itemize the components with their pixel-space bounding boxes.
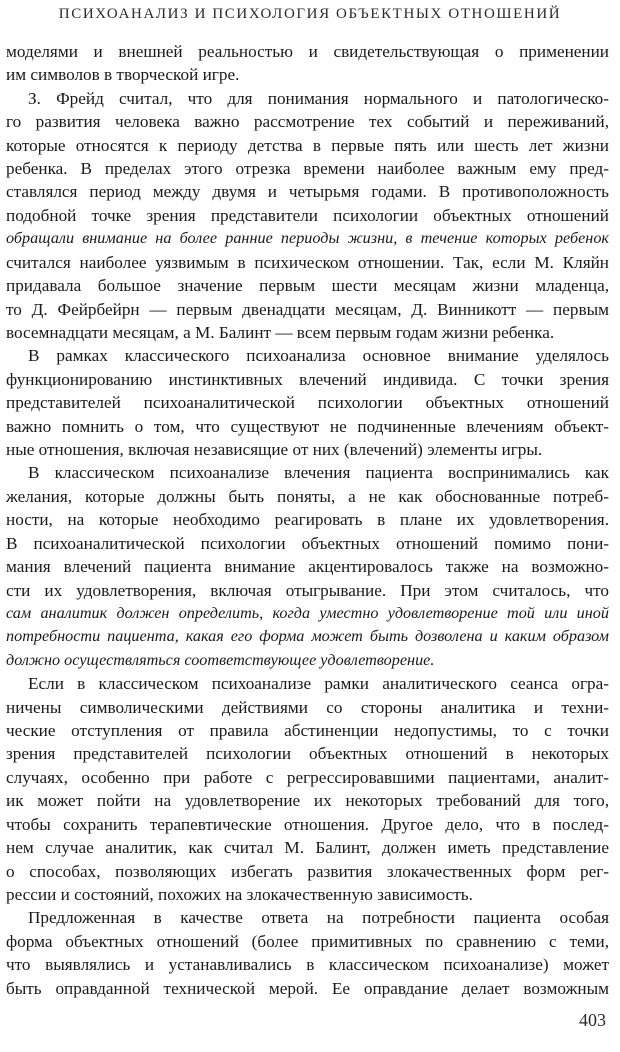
text-line: придавала большое значение первым шести месяцам жизни младенца, [6, 276, 609, 296]
text-line: В рамках классического психоанализа основное внимание уделялось [28, 346, 609, 366]
text-line-italic: сам аналитик должен определить, когда уместно удовлетворение той или иной [6, 603, 609, 622]
text-line: желания, которые должны быть поняты, а не как обоснованные потреб- [6, 486, 609, 506]
text-line: мания влечений пациента внимание акцентировалось также на возможно- [6, 557, 609, 577]
text-line: восемнадцати месяцам, а М. Балинт — всем первым годам жизни ребенка. [6, 322, 555, 342]
page-number: 403 [579, 1010, 606, 1030]
text-line: о способах, позволяющих избегать развития злокачественных форм рег- [6, 861, 609, 881]
text-line: ик может пойти на удовлетворение их некоторых требований для того, [6, 791, 609, 811]
text-line-italic: обращали внимание на более ранние периоды жизни, в течение которых ребенок [6, 229, 609, 248]
text-line: быть оправданной технической мерой. Ее оправдание делает возможным [6, 978, 609, 998]
text-line: ребенка. В пределах этого отрезка времени наиболее важным ему пред- [6, 159, 609, 179]
text-line: функционированию инстинктивных влечений индивида. С точки зрения [6, 369, 609, 389]
text-line: то Д. Фейрбейрн — первым двенадцати месяцам, Д. Винникотт — первым [6, 299, 609, 319]
text-line: В психоаналитической психологии объектных отношений помимо пони- [6, 533, 609, 553]
text-line: ности, на которые необходимо реагировать в плане их удовлетворения. [6, 510, 609, 530]
text-line: которые относятся к периоду детства в первые пять или шесть лет жизни [6, 135, 609, 155]
text-line: форма объектных отношений (более примитивных по сравнению с теми, [6, 931, 609, 951]
text-line-italic: потребности пациента, какая его форма может быть дозволена и каким образом [6, 627, 609, 646]
text-line: ные отношения, включая независящие от них (влечений) элементы игры. [6, 440, 543, 460]
text-line: Предложенная в качестве ответа на потребности пациента особая [28, 908, 609, 928]
text-line-italic: должно осуществляться соответствующее удовлетворение. [6, 650, 435, 669]
text-line: представителей психоаналитической психологии объектных отношений [6, 393, 609, 413]
text-line: им символов в творческой игре. [6, 65, 240, 85]
text-line: считался наиболее уязвимым в психическом отношении. Так, если М. Кляйн [6, 252, 609, 272]
text-line: подобной точке зрения представители психологии объектных отношений [6, 205, 609, 225]
text-line: нем случае аналитик, как считал М. Балинт, должен иметь представление [6, 838, 609, 858]
text-line: чтобы сохранить терапевтические отношения. Другое дело, что в послед- [6, 814, 609, 834]
text-line: моделями и внешней реальностью и свидетельствующая о применении [6, 42, 609, 61]
text-line: ческие отступления от правила абстиненции недопустимы, то с точки [6, 721, 609, 741]
text-line: случаях, особенно при работе с регрессировавшими пациентами, аналит- [6, 767, 609, 787]
text-line: З. Фрейд считал, что для понимания нормального и патологическо- [28, 88, 609, 108]
text-line: важно помнить о том, что существуют не подчиненные влечениям объект- [6, 416, 609, 436]
text-line: сти их удовлетворения, включая отыгрывание. При этом считалось, что [6, 580, 609, 600]
text-line: го развития человека важно рассмотрение тех событий и переживаний, [6, 112, 609, 132]
running-header: ПСИХОАНАЛИЗ И ПСИХОЛОГИЯ ОБЪЕКТНЫХ ОТНОШЕНИЙ [58, 6, 562, 22]
text-line: ничены символическими действиями со стороны аналитика и техни- [6, 697, 609, 717]
text-line: зрения представителей психологии объектных отношений в некоторых [6, 744, 609, 764]
text-line: что выявлялись и устанавливались в классическом психоанализе) может [6, 955, 609, 975]
text-line: рессии и состояний, похожих на злокачественную зависимость. [6, 884, 473, 904]
text-line: ставлялся период между двумя и четырьмя годами. В противоположность [6, 182, 609, 202]
text-line: В классическом психоанализе влечения пациента воспринимались как [28, 463, 609, 483]
text-line: Если в классическом психоанализе рамки аналитического сеанса огра- [28, 674, 609, 694]
